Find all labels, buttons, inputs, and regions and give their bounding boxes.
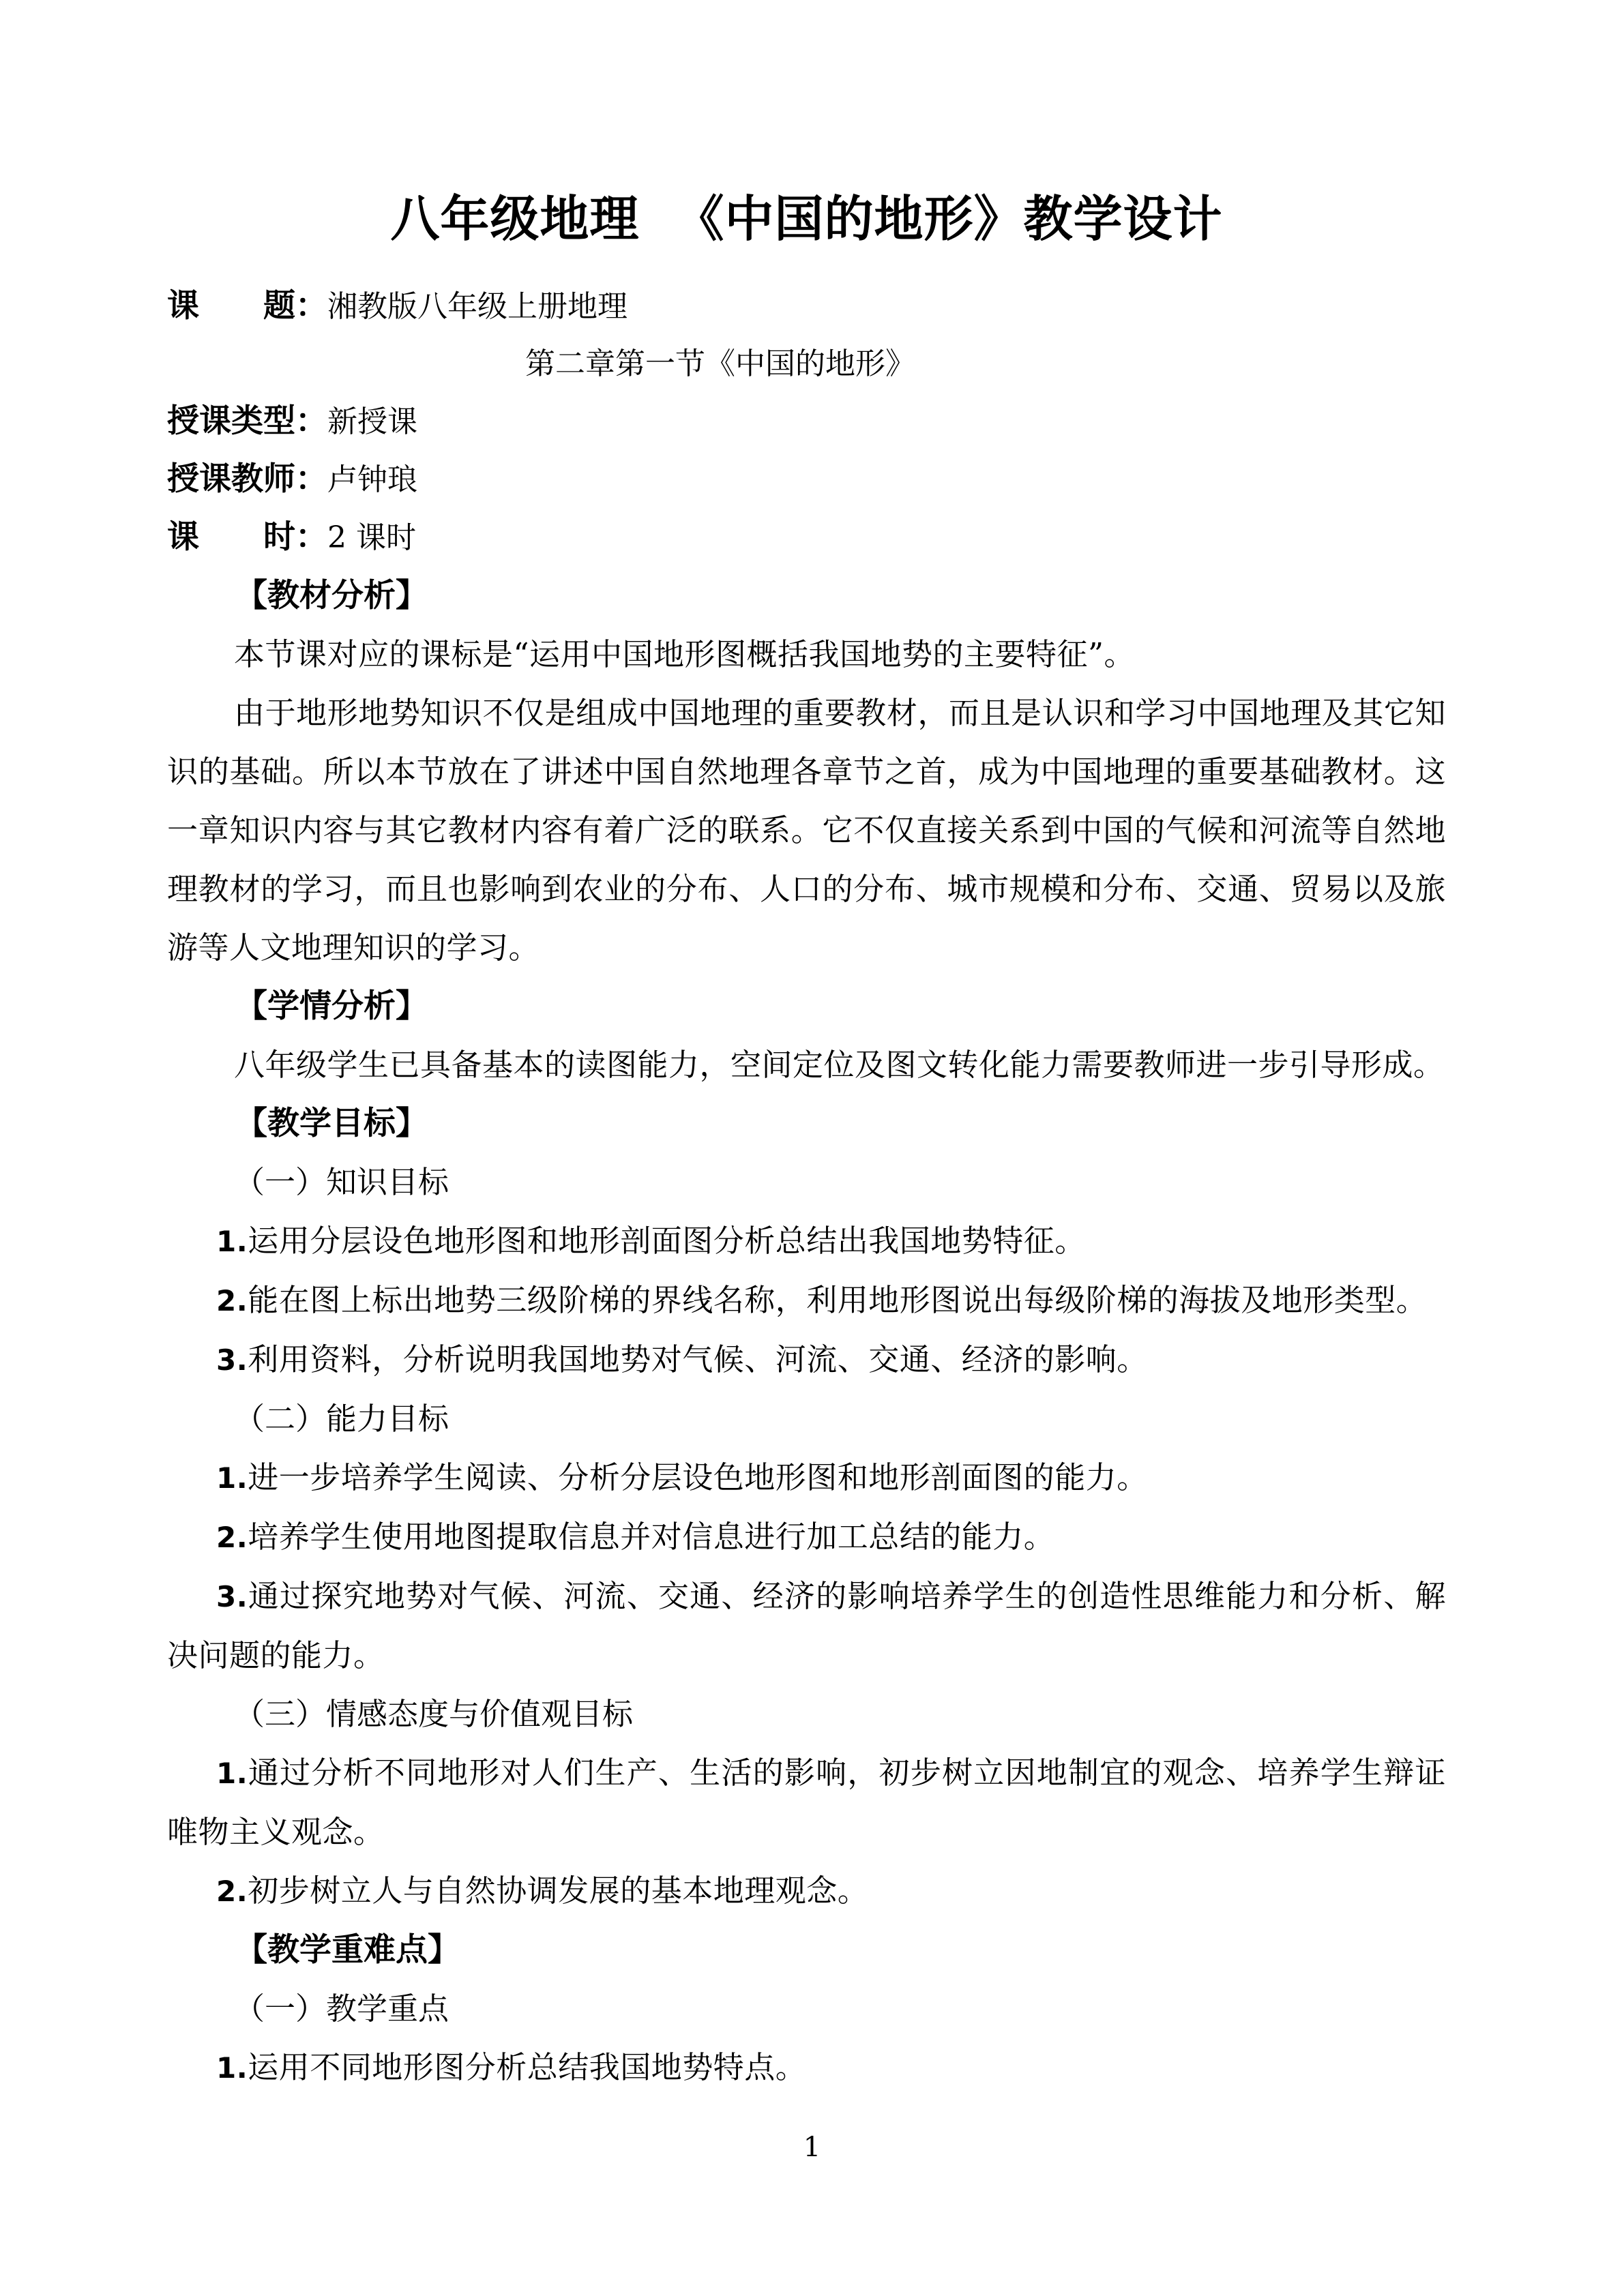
meta-value-periods: 2 课时: [327, 520, 416, 555]
section-heading-textbook-analysis: 【教材分析】: [235, 577, 428, 614]
meta-row-teacher: [167, 451, 1446, 509]
section-teaching-objectives: [167, 1094, 1446, 1921]
meta-label-subject: 课 题：: [167, 287, 327, 325]
list-item-text: 运用分层设色地形图和地形剖面图分析总结出我国地势特征。: [248, 1223, 1086, 1259]
sub-heading-attitude-objectives: （三）情感态度与价值观目标: [234, 1696, 634, 1732]
list-item-text: 初步树立人与自然协调发展的基本地理观念。: [248, 1873, 869, 1909]
list-item-text: 能在图上标出地势三级阶梯的界线名称，利用地形图说出每级阶梯的海拔及地形类型。: [248, 1282, 1428, 1318]
list-item-text: 通过分析不同地形对人们生产、生活的影响，初步树立因地制宜的观念、培养学生辩证唯物主义观念。: [167, 1755, 1446, 1850]
list-item-text: 培养学生使用地图提取信息并对信息进行加工总结的能力。: [248, 1519, 1055, 1555]
meta-value-teacher: 卢钟琅: [327, 462, 417, 497]
section-textbook-analysis: [167, 567, 1446, 977]
list-item: [167, 1330, 1446, 1390]
paragraph: 八年级学生已具备基本的读图能力，空间定位及图文转化能力需要教师进一步引导形成。: [234, 1047, 1445, 1083]
list-item-number: 1.: [216, 1225, 248, 1258]
list-item-number: 1.: [216, 1757, 248, 1790]
meta-block: [167, 278, 1446, 567]
meta-value-subject: 湘教版八年级上册地理: [327, 289, 628, 324]
list-item-number: 1.: [216, 2051, 248, 2085]
list-item-number: 2.: [216, 1284, 248, 1317]
section-key-difficulties: [167, 1921, 1446, 2098]
list-item-number: 1.: [216, 1461, 248, 1495]
list-item-text: 进一步培养学生阅读、分析分层设色地形图和地形剖面图的能力。: [248, 1459, 1148, 1495]
section-heading-student-analysis: 【学情分析】: [235, 987, 428, 1025]
page-title: 八年级地理 《中国的地形》教学设计: [390, 190, 1223, 248]
list-item: [167, 1567, 1446, 1685]
list-item: [167, 1212, 1446, 1271]
list-item: [167, 2038, 1446, 2098]
paragraph: 本节课对应的课标是“运用中国地形图概括我国地势的主要特征”。: [234, 636, 1136, 672]
list-item: [167, 1744, 1446, 1862]
section-student-analysis: [167, 977, 1446, 1094]
sub-heading-ability-objectives: （二）能力目标: [234, 1401, 449, 1437]
sub-heading-knowledge-objectives: （一）知识目标: [234, 1164, 449, 1200]
page-content: [167, 0, 1446, 2098]
list-item-number: 3.: [216, 1580, 248, 1613]
meta-row-periods: [167, 509, 1446, 567]
meta-row-lesson-type: [167, 393, 1446, 451]
meta-label-teacher: 授课教师：: [167, 460, 327, 498]
list-item-number: 3.: [216, 1343, 248, 1377]
meta-value-lesson-type: 新授课: [327, 404, 417, 439]
list-item-text: 利用资料，分析说明我国地势对气候、河流、交通、经济的影响。: [248, 1341, 1148, 1377]
list-item-number: 2.: [216, 1521, 248, 1554]
list-item-number: 2.: [216, 1875, 248, 1908]
list-item-text: 运用不同地形图分析总结我国地势特点。: [248, 2049, 807, 2085]
section-heading-key-difficulties: 【教学重难点】: [235, 1931, 460, 1969]
section-heading-teaching-objectives: 【教学目标】: [235, 1105, 428, 1142]
page-number: 1: [803, 2132, 821, 2163]
meta-row-subject: [167, 278, 1446, 336]
list-item: [167, 1271, 1446, 1330]
list-item: [167, 1862, 1446, 1921]
meta-label-periods: 课 时：: [167, 518, 327, 556]
meta-label-lesson-type: 授课类型：: [167, 402, 327, 440]
sub-heading-teaching-key-points: （一）教学重点: [234, 1991, 449, 2027]
meta-subtitle-chapter: 第二章第一节《中国的地形》: [525, 346, 915, 381]
paragraph: 由于地形地势知识不仅是组成中国地理的重要教材，而且是认识和学习中国地理及其它知识的基础。所以本节放在了讲述中国自然地理各章节之首，成为中国地理的重要基础教材。这一章知识内容与其它教材内容有着广泛的联系。它不仅直接关系到中国的气候和河流等自然地理教材的学习，而且也影响到农业的分布、人口的分布、城市规模和分布、交通、贸易以及旅游等人文地理知识的学习。: [167, 695, 1446, 966]
list-item: [167, 1508, 1446, 1567]
list-item-text: 通过探究地势对气候、河流、交通、经济的影响培养学生的创造性思维能力和分析、解决问题的能力。: [167, 1578, 1446, 1673]
list-item: [167, 1448, 1446, 1508]
